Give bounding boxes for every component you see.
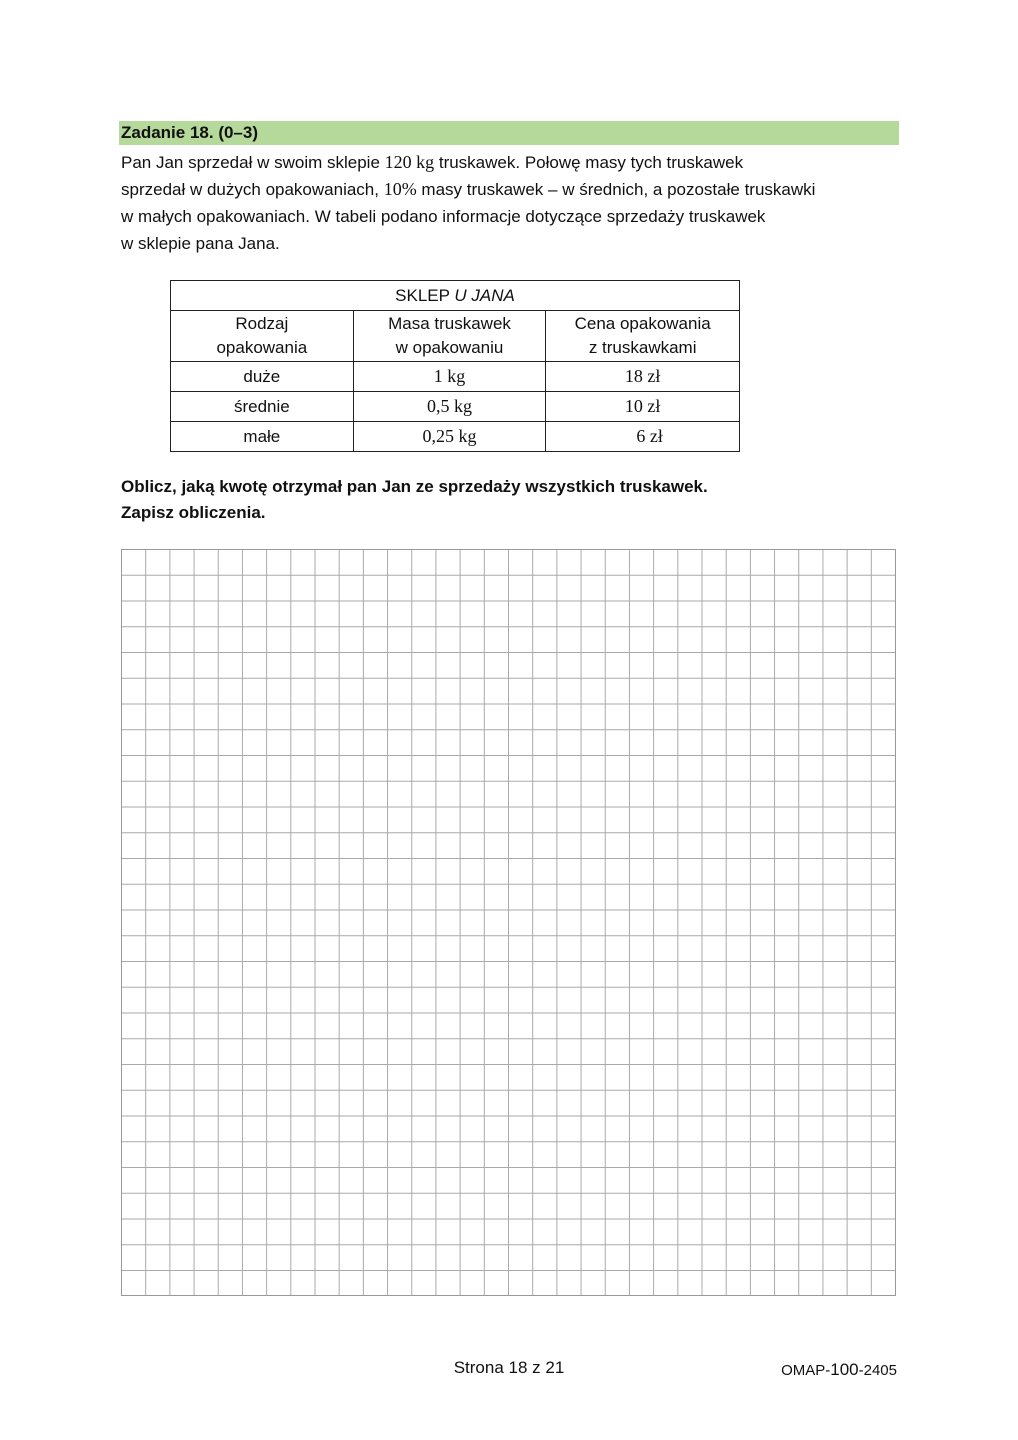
header-cell-price bbox=[546, 311, 740, 362]
question-line-2: Zapisz obliczenia. bbox=[121, 503, 266, 522]
question bbox=[121, 474, 708, 526]
question-line-1: Oblicz, jaką kwotę otrzymał pan Jan ze sprzedaży wszystkich truskawek. bbox=[121, 477, 708, 496]
cell-type: średnie bbox=[171, 392, 354, 422]
table-title-italic: U JANA bbox=[454, 285, 515, 305]
intro-line-1 bbox=[121, 149, 911, 176]
table-row bbox=[171, 392, 740, 422]
cell-price: 6 zł bbox=[546, 422, 740, 452]
intro-text-part: truskawek. Połowę masy tych truskawek bbox=[434, 153, 744, 172]
header-line: Masa truskawek bbox=[388, 314, 511, 333]
intro-total-mass: 120 kg bbox=[384, 152, 435, 172]
header-line: w opakowaniu bbox=[395, 338, 504, 357]
table-row bbox=[171, 362, 740, 392]
cell-price: 10 zł bbox=[546, 392, 740, 422]
header-cell-type bbox=[171, 311, 354, 362]
cell-type: małe bbox=[171, 422, 354, 452]
table-header-row bbox=[171, 311, 740, 362]
cell-mass: 1 kg bbox=[353, 362, 546, 392]
cell-mass: 0,5 kg bbox=[353, 392, 546, 422]
intro-text bbox=[121, 149, 911, 257]
exam-code-number: 100 bbox=[830, 1360, 859, 1379]
header-cell-mass bbox=[353, 311, 546, 362]
exam-code-suffix: -2405 bbox=[858, 1362, 897, 1379]
cell-price: 18 zł bbox=[546, 362, 740, 392]
header-line: opakowania bbox=[216, 338, 308, 357]
exam-code-prefix: OMAP- bbox=[781, 1362, 831, 1379]
intro-text-part: masy truskawek – w średnich, a pozostałe truskawki bbox=[416, 180, 816, 199]
intro-text-part: Pan Jan sprzedał w swoim sklepie bbox=[121, 153, 385, 172]
intro-line-2 bbox=[121, 176, 911, 203]
answer-grid[interactable] bbox=[121, 549, 896, 1296]
task-header: Zadanie 18. (0–3) bbox=[119, 121, 899, 145]
cell-type: duże bbox=[171, 362, 354, 392]
shop-table bbox=[170, 280, 740, 452]
table-title-prefix: SKLEP bbox=[395, 285, 455, 305]
header-line: Rodzaj bbox=[235, 314, 289, 333]
exam-code bbox=[781, 1360, 897, 1380]
table-title bbox=[171, 281, 740, 311]
page-number: Strona 18 z 21 bbox=[453, 1358, 565, 1377]
cell-mass: 0,25 kg bbox=[353, 422, 546, 452]
header-line: z truskawkami bbox=[588, 338, 697, 357]
intro-line-3: w małych opakowaniach. W tabeli podano informacje dotyczące sprzedaży truskawek bbox=[121, 207, 766, 226]
intro-line-4: w sklepie pana Jana. bbox=[121, 234, 280, 253]
table-row bbox=[171, 422, 740, 452]
intro-text-part: sprzedał w dużych opakowaniach, bbox=[121, 180, 384, 199]
intro-percent: 10% bbox=[383, 179, 417, 199]
header-line: Cena opakowania bbox=[574, 314, 711, 333]
